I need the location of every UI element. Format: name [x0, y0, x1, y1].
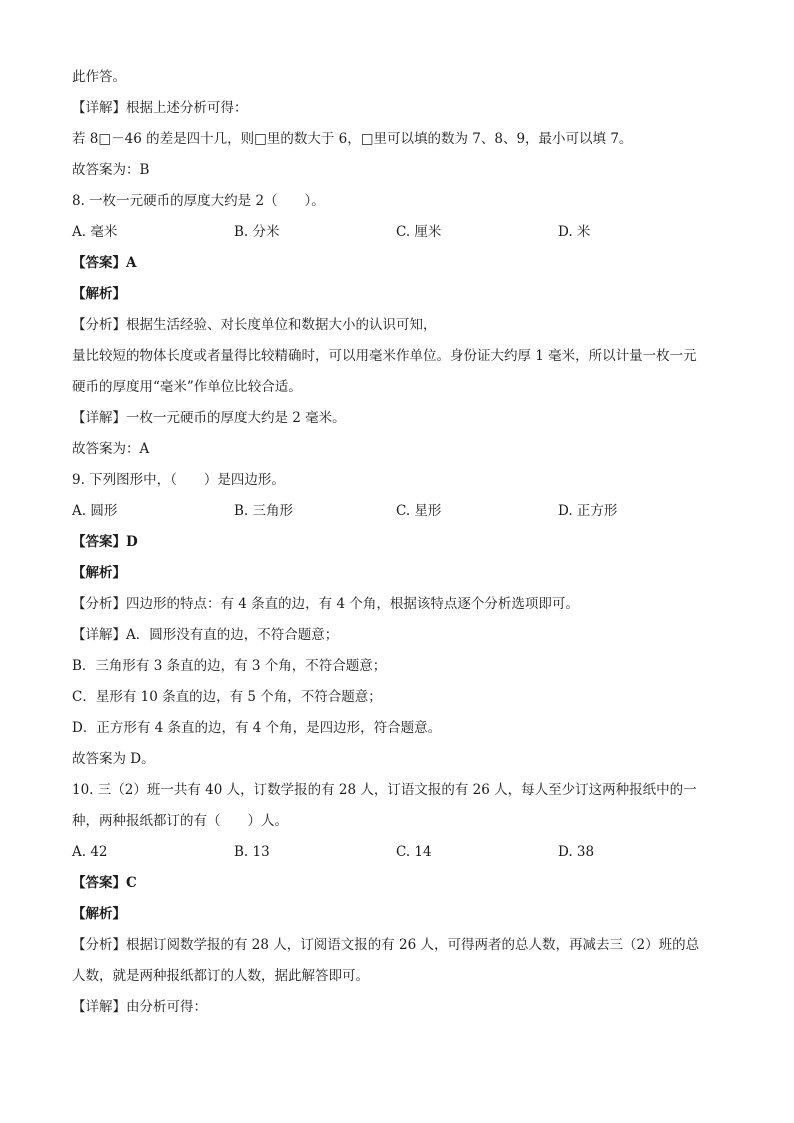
q9-options	[72, 496, 732, 527]
q10-analysis-heading: 【解析】	[72, 906, 126, 922]
q10-options	[72, 837, 732, 868]
text-line: D．正方形有 4 条直的边，有 4 个角，是四边形，符合题意。	[72, 720, 442, 736]
text-line: 若 8□－46 的差是四十几，则□里的数大于 6，□里可以填的数为 7、8、9，最小可以填 7。	[72, 131, 633, 147]
question-10: 10. 三（2）班一共有 40 人，订数学报的有 28 人，订语文报的有 26 人，每人至少订这两种报纸中的一	[72, 782, 697, 798]
text-line: 人数，就是两种报纸都订的人数，据此解答即可。	[72, 968, 369, 984]
text-line: 种，两种报纸都订的有（ ）人。	[72, 813, 288, 829]
q10-option-d: D. 38	[558, 844, 595, 860]
q8-option-d: D. 米	[558, 224, 591, 240]
q8-option-c: C. 厘米	[396, 224, 442, 240]
document-page	[72, 62, 732, 1023]
q10-answer: 【答案】C	[72, 875, 137, 891]
q8-option-b: B. 分米	[234, 224, 280, 240]
q8-answer: 【答案】A	[72, 255, 137, 271]
text-line: 此作答。	[72, 69, 126, 85]
q8-conclusion: 故答案为：A	[72, 441, 150, 457]
q9-conclusion: 故答案为 D。	[72, 751, 155, 767]
q10-detail: 【详解】由分析可得：	[72, 999, 207, 1015]
q8-option-a: A. 毫米	[72, 224, 118, 240]
q9-option-a: A. 圆形	[72, 503, 118, 519]
q10-option-c: C. 14	[396, 844, 432, 860]
q9-analysis: 【分析】四边形的特点：有 4 条直的边，有 4 个角，根据该特点逐个分析选项即可。	[72, 596, 579, 612]
q9-answer: 【答案】D	[72, 534, 138, 550]
question-9: 9. 下列图形中，（ ）是四边形。	[72, 472, 285, 488]
q8-options	[72, 217, 732, 248]
question-8: 8. 一枚一元硬币的厚度大约是 2（ ）。	[72, 193, 325, 209]
q8-analysis: 【分析】根据生活经验、对长度单位和数据大小的认识可知，	[72, 317, 437, 333]
q9-option-b: B. 三角形	[234, 503, 294, 519]
q8-detail: 【详解】一枚一元硬币的厚度大约是 2 毫米。	[72, 410, 346, 426]
text-line: 量比较短的物体长度或者量得比较精确时，可以用毫米作单位。身份证大约厚 1 毫米，所以计量一枚一元	[72, 348, 697, 364]
q9-analysis-heading: 【解析】	[72, 565, 126, 581]
text-line: C．星形有 10 条直的边，有 5 个角，不符合题意；	[72, 689, 382, 705]
q8-analysis-heading: 【解析】	[72, 286, 126, 302]
q10-analysis: 【分析】根据订阅数学报的有 28 人，订阅语文报的有 26 人，可得两者的总人数，再减去三（2）班的总	[72, 937, 700, 953]
text-line: B．三角形有 3 条直的边，有 3 个角，不符合题意；	[72, 658, 387, 674]
q10-option-b: B. 13	[234, 844, 270, 860]
q9-option-d: D. 正方形	[558, 503, 618, 519]
detail-heading: 【详解】根据上述分析可得：	[72, 100, 248, 116]
q9-detail: 【详解】A．圆形没有直的边，不符合题意；	[72, 627, 339, 643]
q10-option-a: A. 42	[72, 844, 108, 860]
q9-option-c: C. 星形	[396, 503, 442, 519]
text-line: 硬币的厚度用“毫米”作单位比较合适。	[72, 379, 302, 395]
answer-conclusion: 故答案为：B	[72, 162, 150, 178]
